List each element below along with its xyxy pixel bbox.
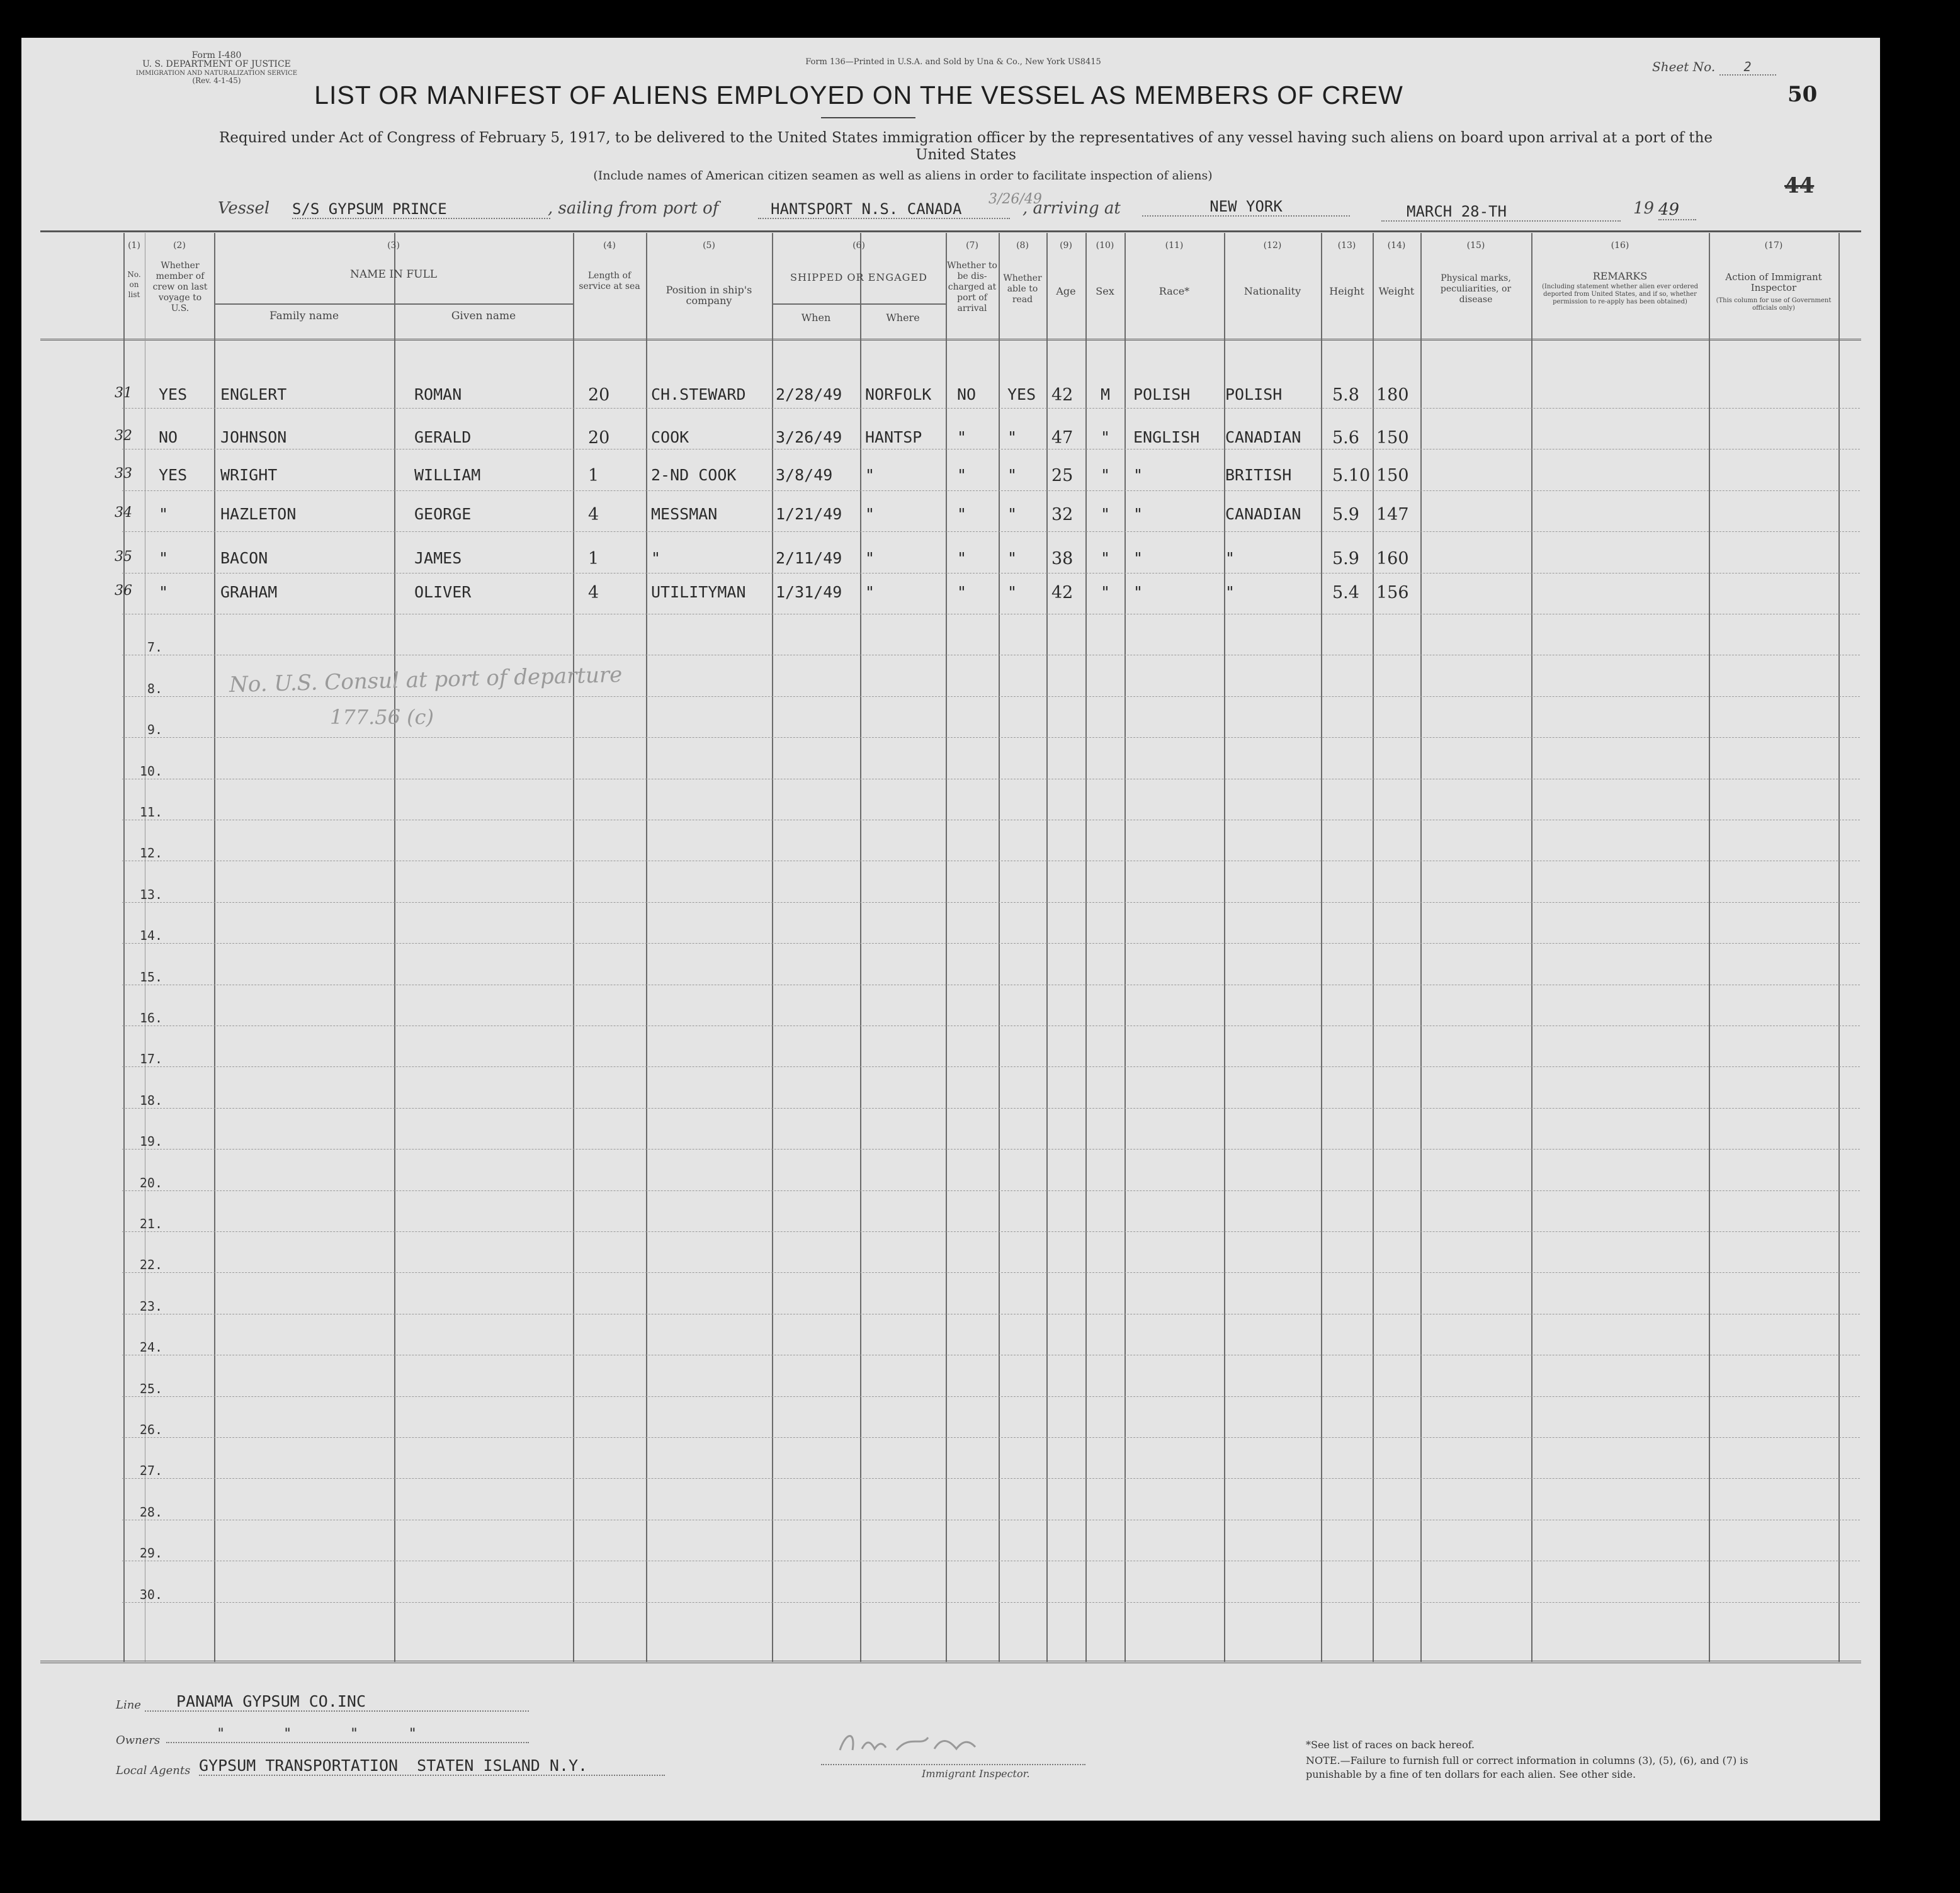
discharged-cell: " bbox=[957, 466, 967, 484]
footer-top-rule bbox=[40, 1661, 1861, 1663]
col8-number: (8) bbox=[1016, 240, 1029, 251]
col10-label: Sex bbox=[1096, 285, 1114, 297]
line-number: 22. bbox=[139, 1257, 162, 1272]
col-line bbox=[772, 233, 773, 1662]
col-line bbox=[1420, 233, 1422, 1662]
local-agents: GYPSUM TRANSPORTATION STATEN ISLAND N.Y. bbox=[199, 1756, 665, 1776]
col17-number: (17) bbox=[1764, 240, 1783, 251]
able-to-read-cell: YES bbox=[1007, 385, 1036, 404]
col12-label: Nationality bbox=[1243, 285, 1301, 297]
nationality-cell: CANADIAN bbox=[1225, 505, 1301, 523]
races-note: *See list of races on back hereof. bbox=[1306, 1739, 1475, 1751]
nationality-cell: POLISH bbox=[1225, 385, 1283, 404]
line-number: 26. bbox=[139, 1422, 162, 1437]
printer-line: Form 136—Printed in U.S.A. and Sold by Una & Co., New York US8415 bbox=[805, 57, 1101, 67]
penalty-note bbox=[1306, 1754, 1759, 1782]
line-number: 10. bbox=[139, 764, 162, 779]
height-cell: 5.9 bbox=[1332, 505, 1359, 524]
col7-number: (7) bbox=[966, 240, 978, 251]
row-rule bbox=[122, 408, 1860, 409]
shipped-where-cell: " bbox=[865, 466, 875, 484]
arrival-date: MARCH 28-TH bbox=[1381, 203, 1621, 222]
sex-cell: " bbox=[1101, 505, 1111, 523]
family-name-cell: ENGLERT bbox=[220, 385, 287, 404]
service-name: IMMIGRATION AND NATURALIZATION SERVICE bbox=[135, 70, 298, 77]
table-top-rule bbox=[40, 230, 1861, 232]
discharged-cell: " bbox=[957, 428, 967, 446]
line-number: 17. bbox=[139, 1051, 162, 1066]
nationality-cell: " bbox=[1225, 549, 1235, 567]
nationality-cell: " bbox=[1225, 583, 1235, 601]
line-number: 28. bbox=[139, 1505, 162, 1520]
col16-sublabel: (Including statement whether alien ever ordered deported from United States, and if so, whether permission to re-apply has been obtained) bbox=[1541, 283, 1699, 305]
shipped-when-cell: 1/31/49 bbox=[776, 583, 842, 601]
family-name-cell: HAZLETON bbox=[220, 505, 297, 523]
row-rule bbox=[122, 943, 1860, 944]
shipped-where-cell: " bbox=[865, 505, 875, 523]
row-rule bbox=[122, 1190, 1860, 1191]
service-length-cell: 4 bbox=[588, 583, 599, 602]
row-rule bbox=[122, 573, 1860, 574]
last-voyage-cell: YES bbox=[159, 466, 188, 484]
col-line bbox=[1085, 233, 1087, 1662]
col3-given-label: Given name bbox=[451, 310, 516, 322]
col-line bbox=[1531, 233, 1532, 1662]
row-rule bbox=[122, 1478, 1860, 1479]
col-line bbox=[1124, 233, 1126, 1662]
position-cell: " bbox=[651, 549, 661, 567]
line-number: 19. bbox=[139, 1134, 162, 1149]
row-number: 34 bbox=[115, 505, 132, 521]
arriving-label: , arriving at bbox=[1022, 199, 1121, 218]
col4-label: Length of service at sea bbox=[579, 271, 640, 291]
owners-label: Owners bbox=[116, 1734, 161, 1747]
last-voyage-cell: " bbox=[159, 549, 169, 567]
discharged-cell: NO bbox=[957, 385, 977, 404]
able-to-read-cell: " bbox=[1007, 428, 1017, 446]
row-rule bbox=[122, 1272, 1860, 1273]
row-number: 35 bbox=[115, 549, 132, 565]
shipped-where-cell: " bbox=[865, 583, 875, 601]
age-cell: 42 bbox=[1051, 385, 1073, 405]
weight-cell: 156 bbox=[1376, 583, 1409, 602]
col17-label: Action of Immigrant Inspector bbox=[1725, 271, 1822, 293]
sex-cell: " bbox=[1101, 466, 1111, 484]
sex-cell: " bbox=[1101, 583, 1111, 601]
family-name-cell: JOHNSON bbox=[220, 428, 287, 446]
col2-label: Whether member of crew on last voyage to U.S. bbox=[152, 261, 208, 314]
col15-number: (15) bbox=[1466, 240, 1485, 251]
arrival-port: NEW YORK bbox=[1142, 198, 1350, 217]
col14-label: Weight bbox=[1378, 285, 1415, 297]
col14-number: (14) bbox=[1387, 240, 1406, 251]
col13-label: Height bbox=[1329, 285, 1364, 297]
line-number: 7. bbox=[147, 640, 162, 655]
position-cell: CH.STEWARD bbox=[651, 385, 746, 404]
col6-label: SHIPPED OR ENGAGED bbox=[790, 271, 927, 283]
shipped-where-cell: HANTSP bbox=[865, 428, 922, 446]
col2-number: (2) bbox=[173, 240, 186, 251]
age-cell: 47 bbox=[1051, 428, 1073, 448]
col11-number: (11) bbox=[1165, 240, 1184, 251]
able-to-read-cell: " bbox=[1007, 466, 1017, 484]
shipped-when-cell: 1/21/49 bbox=[776, 505, 842, 523]
discharged-cell: " bbox=[957, 505, 967, 523]
page-number: 50 bbox=[1787, 82, 1818, 107]
col-line bbox=[123, 233, 125, 1662]
col16-number: (16) bbox=[1611, 240, 1629, 251]
nationality-cell: CANADIAN bbox=[1225, 428, 1301, 446]
position-cell: 2-ND COOK bbox=[651, 466, 737, 484]
service-length-cell: 1 bbox=[588, 549, 599, 568]
col12-number: (12) bbox=[1263, 240, 1282, 251]
col1-number: (1) bbox=[128, 240, 140, 251]
weight-cell: 160 bbox=[1376, 549, 1409, 568]
line-number: 14. bbox=[139, 928, 162, 943]
inspector-signature bbox=[827, 1725, 1092, 1763]
note-text: —Failure to furnish full or correct information in columns (3), (5), (6), and (7) is punishable by a fine of ten dollars for each alien. See other side. bbox=[1306, 1755, 1748, 1780]
able-to-read-cell: " bbox=[1007, 549, 1017, 567]
col7-label: Whether to be dis-charged at port of arrival bbox=[947, 261, 997, 314]
given-name-cell: OLIVER bbox=[414, 583, 472, 601]
inspector-label: Immigrant Inspector. bbox=[922, 1768, 1030, 1780]
line-number: 27. bbox=[139, 1463, 162, 1478]
height-cell: 5.8 bbox=[1332, 385, 1359, 405]
row-number: 36 bbox=[115, 583, 132, 599]
handwritten-note-consul: No. U.S. Consul at port of departure bbox=[229, 662, 623, 698]
row-rule bbox=[122, 1602, 1860, 1603]
height-cell: 5.6 bbox=[1332, 428, 1359, 448]
stamp-number: 44 bbox=[1784, 173, 1815, 198]
shipped-when-cell: 3/8/49 bbox=[776, 466, 833, 484]
col5-label: Position in ship's company bbox=[666, 284, 752, 307]
able-to-read-cell: " bbox=[1007, 505, 1017, 523]
family-name-cell: BACON bbox=[220, 549, 268, 567]
vessel-name: S/S GYPSUM PRINCE bbox=[292, 200, 550, 219]
row-rule bbox=[122, 1066, 1860, 1067]
age-cell: 25 bbox=[1051, 466, 1073, 485]
handwritten-note-section: 177.56 (c) bbox=[330, 705, 434, 729]
race-cell: " bbox=[1133, 583, 1143, 601]
shipped-where-cell: NORFOLK bbox=[865, 385, 932, 404]
row-rule bbox=[122, 1437, 1860, 1438]
nationality-cell: BRITISH bbox=[1225, 466, 1292, 484]
line-label: Line bbox=[116, 1698, 141, 1712]
service-length-cell: 4 bbox=[588, 505, 599, 524]
service-length-cell: 20 bbox=[588, 428, 610, 448]
race-cell: " bbox=[1133, 466, 1143, 484]
sheet-number: 2 bbox=[1719, 59, 1776, 76]
col6-where-label: Where bbox=[886, 312, 920, 324]
race-cell: ENGLISH bbox=[1133, 428, 1200, 446]
col-line bbox=[394, 233, 395, 1662]
row-rule bbox=[122, 531, 1860, 532]
col-line bbox=[1373, 233, 1374, 1662]
race-cell: " bbox=[1133, 505, 1143, 523]
weight-cell: 147 bbox=[1376, 505, 1409, 524]
signature-graphic bbox=[827, 1725, 1092, 1763]
col-line bbox=[1046, 233, 1048, 1662]
age-cell: 32 bbox=[1051, 505, 1073, 524]
given-name-cell: ROMAN bbox=[414, 385, 462, 404]
discharged-cell: " bbox=[957, 549, 967, 567]
shipped-when-cell: 2/28/49 bbox=[776, 385, 842, 404]
age-cell: 38 bbox=[1051, 549, 1073, 568]
col-line bbox=[646, 233, 647, 1662]
row-rule bbox=[122, 1108, 1860, 1109]
col1-label: No. on list bbox=[127, 270, 141, 299]
row-rule bbox=[122, 1231, 1860, 1232]
col-line bbox=[1709, 233, 1710, 1662]
line-number: 12. bbox=[139, 845, 162, 861]
weight-cell: 150 bbox=[1376, 466, 1409, 485]
manifest-title: LIST OR MANIFEST OF ALIENS EMPLOYED ON THE VESSEL AS MEMBERS OF CREW bbox=[314, 81, 1403, 110]
sex-cell: M bbox=[1101, 385, 1111, 404]
row-rule bbox=[122, 737, 1860, 738]
position-cell: MESSMAN bbox=[651, 505, 718, 523]
row-rule bbox=[122, 1396, 1860, 1397]
last-voyage-cell: YES bbox=[159, 385, 188, 404]
col15-label: Physical marks, peculiarities, or disease bbox=[1440, 273, 1512, 305]
owners: " " " " bbox=[166, 1726, 529, 1743]
family-name-cell: WRIGHT bbox=[220, 466, 278, 484]
given-name-cell: GERALD bbox=[414, 428, 472, 446]
given-name-cell: JAMES bbox=[414, 549, 462, 567]
col3-number: (3) bbox=[387, 240, 400, 251]
col-line bbox=[1321, 233, 1322, 1662]
col8-label: Whether able to read bbox=[1003, 273, 1042, 305]
line-number: 8. bbox=[147, 681, 162, 696]
col16-label: REMARKS bbox=[1592, 270, 1648, 282]
row-rule bbox=[122, 490, 1860, 491]
line-number: 23. bbox=[139, 1299, 162, 1314]
row-rule bbox=[122, 696, 1860, 697]
col13-number: (13) bbox=[1337, 240, 1356, 251]
col3-label: NAME IN FULL bbox=[349, 268, 438, 281]
col9-number: (9) bbox=[1060, 240, 1072, 251]
table-header-bottom-rule bbox=[40, 339, 1861, 341]
line-number: 16. bbox=[139, 1010, 162, 1026]
col-line bbox=[946, 233, 947, 1662]
inspector-signature-line bbox=[821, 1764, 1085, 1765]
line-number: 24. bbox=[139, 1340, 162, 1355]
line-number: 20. bbox=[139, 1175, 162, 1190]
race-cell: " bbox=[1133, 549, 1143, 567]
name-header-divider bbox=[214, 303, 573, 305]
shipped-header-divider bbox=[772, 303, 946, 305]
family-name-cell: GRAHAM bbox=[220, 583, 278, 601]
line-number: 18. bbox=[139, 1093, 162, 1108]
line-number: 13. bbox=[139, 887, 162, 902]
service-length-cell: 1 bbox=[588, 466, 599, 485]
last-voyage-cell: NO bbox=[159, 428, 178, 446]
col11-label: Race* bbox=[1158, 285, 1190, 297]
discharged-cell: " bbox=[957, 583, 967, 601]
form-number: Form I-480 bbox=[191, 50, 242, 60]
note-label: NOTE. bbox=[1306, 1755, 1340, 1766]
shipped-when-cell: 2/11/49 bbox=[776, 549, 842, 567]
row-number: 33 bbox=[115, 466, 132, 482]
line-number: 30. bbox=[139, 1587, 162, 1602]
col5-number: (5) bbox=[703, 240, 715, 251]
given-name-cell: WILLIAM bbox=[414, 466, 481, 484]
line-number: 15. bbox=[139, 969, 162, 985]
position-cell: COOK bbox=[651, 428, 689, 446]
form-subtitle: Required under Act of Congress of February 5, 1917, to be delivered to the United States immigration officer by the representatives of any vessel having such aliens on board upon arrival at a port of the United States bbox=[218, 130, 1713, 163]
sex-cell: " bbox=[1101, 428, 1111, 446]
shipped-when-cell: 3/26/49 bbox=[776, 428, 842, 446]
col3-family-label: Family name bbox=[269, 310, 339, 322]
col4-number: (4) bbox=[603, 240, 616, 251]
row-number: 32 bbox=[115, 428, 132, 444]
steamship-line: PANAMA GYPSUM CO.INC bbox=[145, 1692, 529, 1712]
vessel-label: Vessel bbox=[218, 199, 270, 218]
col-line bbox=[573, 233, 574, 1662]
row-rule bbox=[122, 902, 1860, 903]
weight-cell: 180 bbox=[1376, 385, 1409, 405]
line-number: 9. bbox=[147, 722, 162, 737]
line-number: 21. bbox=[139, 1216, 162, 1231]
height-cell: 5.10 bbox=[1332, 466, 1371, 485]
col6-when-label: When bbox=[801, 312, 831, 324]
col-line bbox=[860, 233, 861, 1662]
col-line bbox=[214, 233, 215, 1662]
last-voyage-cell: " bbox=[159, 505, 169, 523]
height-cell: 5.4 bbox=[1332, 583, 1359, 602]
position-cell: UTILITYMAN bbox=[651, 583, 746, 601]
col10-number: (10) bbox=[1096, 240, 1114, 251]
last-voyage-cell: " bbox=[159, 583, 169, 601]
col-line bbox=[999, 233, 1000, 1662]
weight-cell: 150 bbox=[1376, 428, 1409, 448]
year-prefix: 19 bbox=[1633, 199, 1655, 218]
form-note: (Include names of American citizen seamen as well as aliens in order to facilitate inspection of aliens) bbox=[593, 169, 1213, 183]
manifest-sheet bbox=[21, 38, 1880, 1821]
col9-label: Age bbox=[1056, 285, 1076, 297]
row-rule bbox=[122, 1149, 1860, 1150]
height-cell: 5.9 bbox=[1332, 549, 1359, 568]
row-number: 31 bbox=[115, 385, 132, 401]
department-name: U. S. DEPARTMENT OF JUSTICE bbox=[142, 59, 291, 69]
sheet-number-label: Sheet No. 2 bbox=[1652, 59, 1776, 76]
shipped-where-cell: " bbox=[865, 549, 875, 567]
given-name-cell: GEORGE bbox=[414, 505, 472, 523]
year: 49 bbox=[1658, 200, 1696, 220]
sex-cell: " bbox=[1101, 549, 1111, 567]
col17-sublabel: (This column for use of Government officials only) bbox=[1716, 297, 1832, 312]
col-line bbox=[1224, 233, 1225, 1662]
age-cell: 42 bbox=[1051, 583, 1073, 602]
col6-number: (6) bbox=[853, 240, 865, 251]
title-underline bbox=[821, 117, 915, 118]
departure-port: HANTSPORT N.S. CANADA bbox=[758, 200, 1010, 219]
col-line bbox=[1838, 233, 1840, 1662]
line-number: 29. bbox=[139, 1545, 162, 1561]
sailing-label: , sailing from port of bbox=[548, 199, 719, 218]
able-to-read-cell: " bbox=[1007, 583, 1017, 601]
line-number: 25. bbox=[139, 1381, 162, 1396]
race-cell: POLISH bbox=[1133, 385, 1191, 404]
agents-label: Local Agents bbox=[116, 1764, 191, 1777]
form-revision: (Rev. 4-1-45) bbox=[192, 76, 241, 85]
line-number: 11. bbox=[139, 805, 162, 820]
service-length-cell: 20 bbox=[588, 385, 610, 405]
departure-port-handwritten-date: 3/26/49 bbox=[988, 191, 1042, 207]
